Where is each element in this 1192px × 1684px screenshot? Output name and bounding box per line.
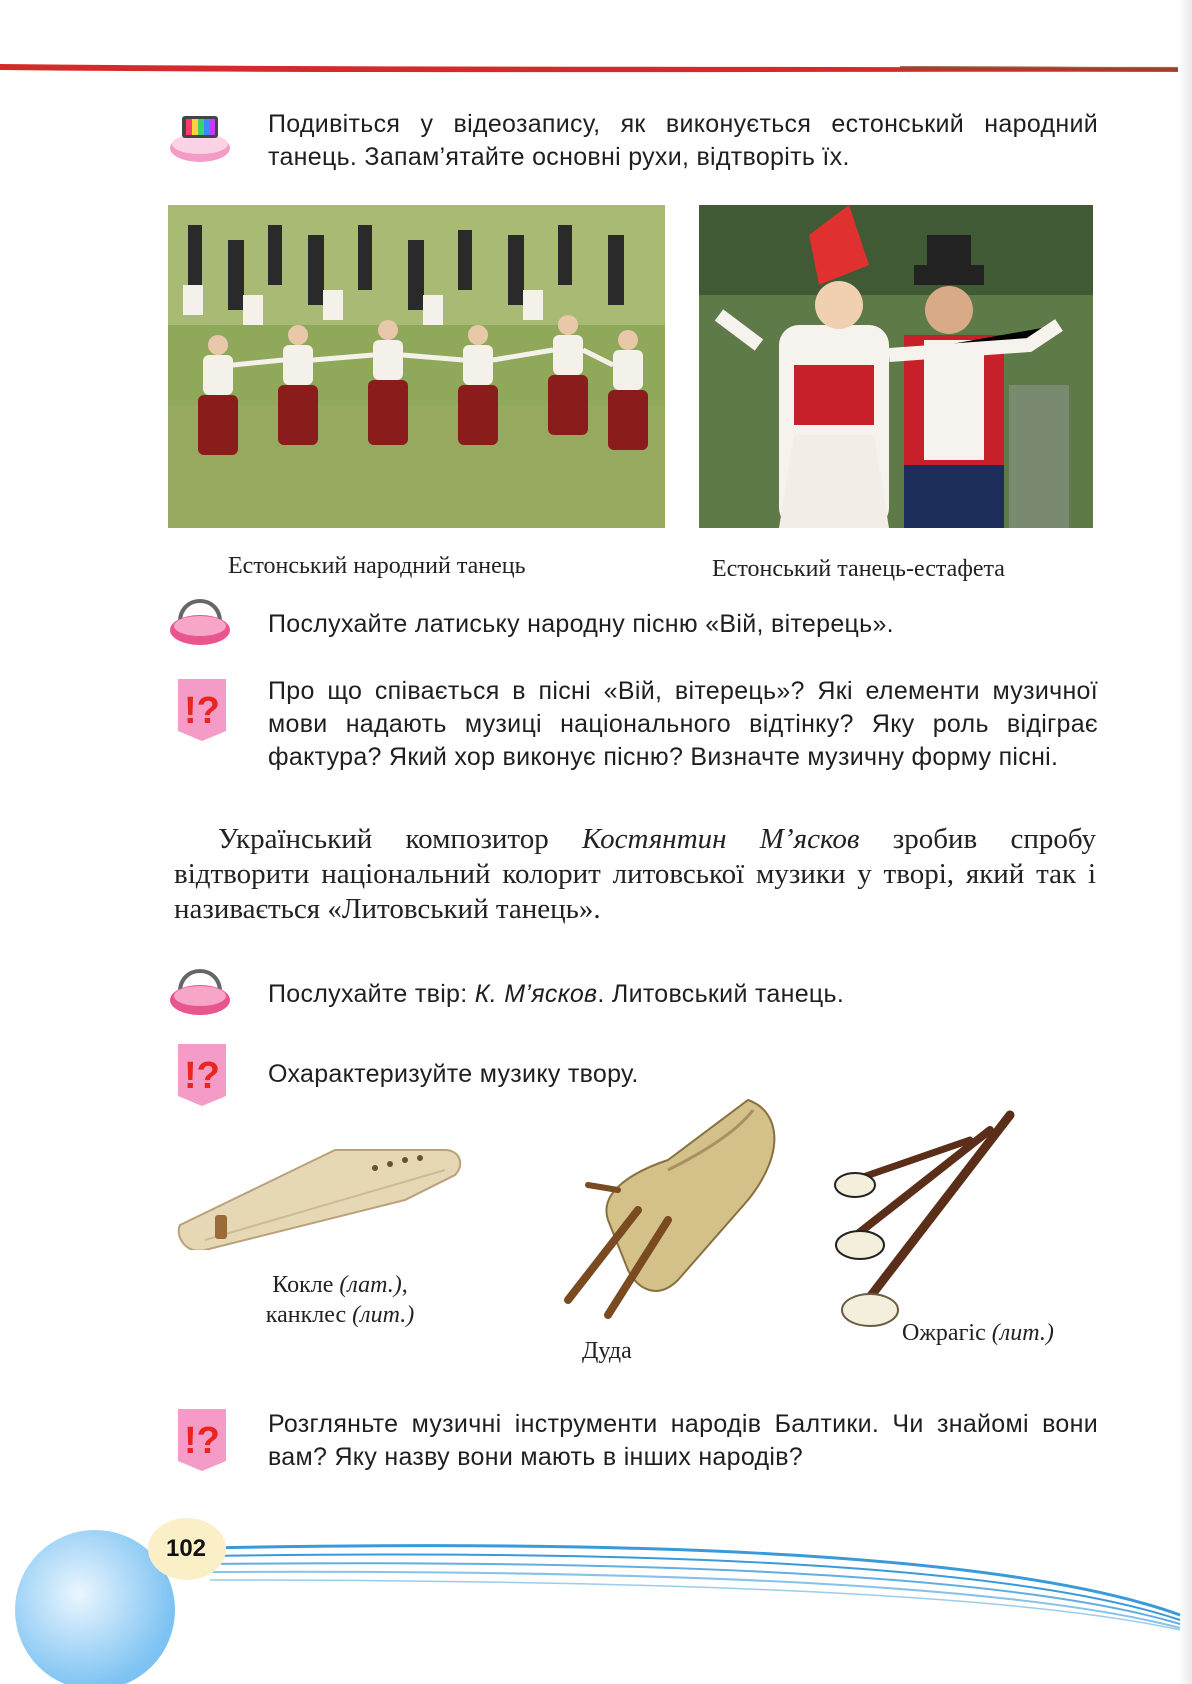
caption-duda: Дуда [582, 1338, 632, 1364]
task-instruments-question: Розгляньте музичні інструменти народів Балтики. Чи знайомі вони вам? Яку назву вони мають в інших народів? [268, 1410, 1098, 1471]
task-questions-song: Про що співається в пісні «Вій, вітерець»? Які елементи музичної мови надають музиці національного відтінку? Яку роль відіграє фактура? Який хор виконує пісню? Визначте музичну форму пісні. [268, 677, 1098, 771]
question-icon [172, 1405, 232, 1475]
photo-estonian-folk-dance [168, 205, 665, 528]
composer-name: Костянтин М’ясков [582, 823, 860, 855]
top-rule [0, 62, 1192, 76]
photo-estonian-relay-dance [699, 205, 1093, 528]
page-edge [1178, 0, 1192, 1684]
question-icon [172, 675, 232, 745]
kokle-name: Кокле [272, 1272, 340, 1298]
ozhragis-lang: (лит.) [991, 1320, 1054, 1346]
kokle-comma: , [401, 1272, 408, 1298]
headphones-icon [168, 590, 232, 650]
ozhragis-image [830, 1110, 1030, 1330]
question-icon [172, 1040, 232, 1110]
duda-image [548, 1090, 808, 1320]
paragraph-text-2: зробив спробу відтворити національний колорит литовської музики у творі, який так і називається «Литовський танець». [174, 823, 1097, 925]
task-video-text: Подивіться у відеозапису, як виконується естонський народний танець. Запам’ятайте основні рухи, відтворіть їх. [268, 110, 1098, 171]
caption-photo-2: Естонський танець-естафета [712, 556, 1005, 582]
video-icon [168, 108, 232, 168]
body-paragraph [174, 822, 1096, 927]
kokle-lang: (лат.) [339, 1272, 402, 1298]
svg-text:!?: !? [184, 690, 220, 732]
caption-photo-1: Естонський народний танець [228, 553, 526, 579]
caption-ozhragis [902, 1320, 1054, 1347]
kankles-name: канклес [265, 1302, 353, 1328]
kokle-image [175, 1130, 475, 1250]
headphones-icon [168, 960, 232, 1020]
listen-work-suffix: . Литовський танець. [597, 980, 845, 1008]
caption-kokle-line-1 [240, 1270, 440, 1300]
listen-work-author: К. М’ясков [474, 980, 598, 1008]
kankles-lang: (лит.) [352, 1302, 415, 1328]
ozhragis-name: Ожрагіс [902, 1320, 992, 1346]
paragraph-text-1: Український композитор [218, 823, 582, 855]
task-characterize: Охарактеризуйте музику твору. [268, 1060, 639, 1088]
page-number: 102 [165, 1535, 207, 1562]
caption-kokle-line-2 [240, 1300, 440, 1330]
task-listen-latvian: Послухайте латиську народну пісню «Вій, вітерець». [268, 610, 894, 638]
caption-kokle [240, 1270, 440, 1330]
svg-text:!?: !? [184, 1420, 220, 1462]
task-listen-work [268, 978, 1098, 1011]
listen-work-prefix: Послухайте твір: [268, 980, 475, 1008]
svg-text:!?: !? [184, 1055, 220, 1097]
